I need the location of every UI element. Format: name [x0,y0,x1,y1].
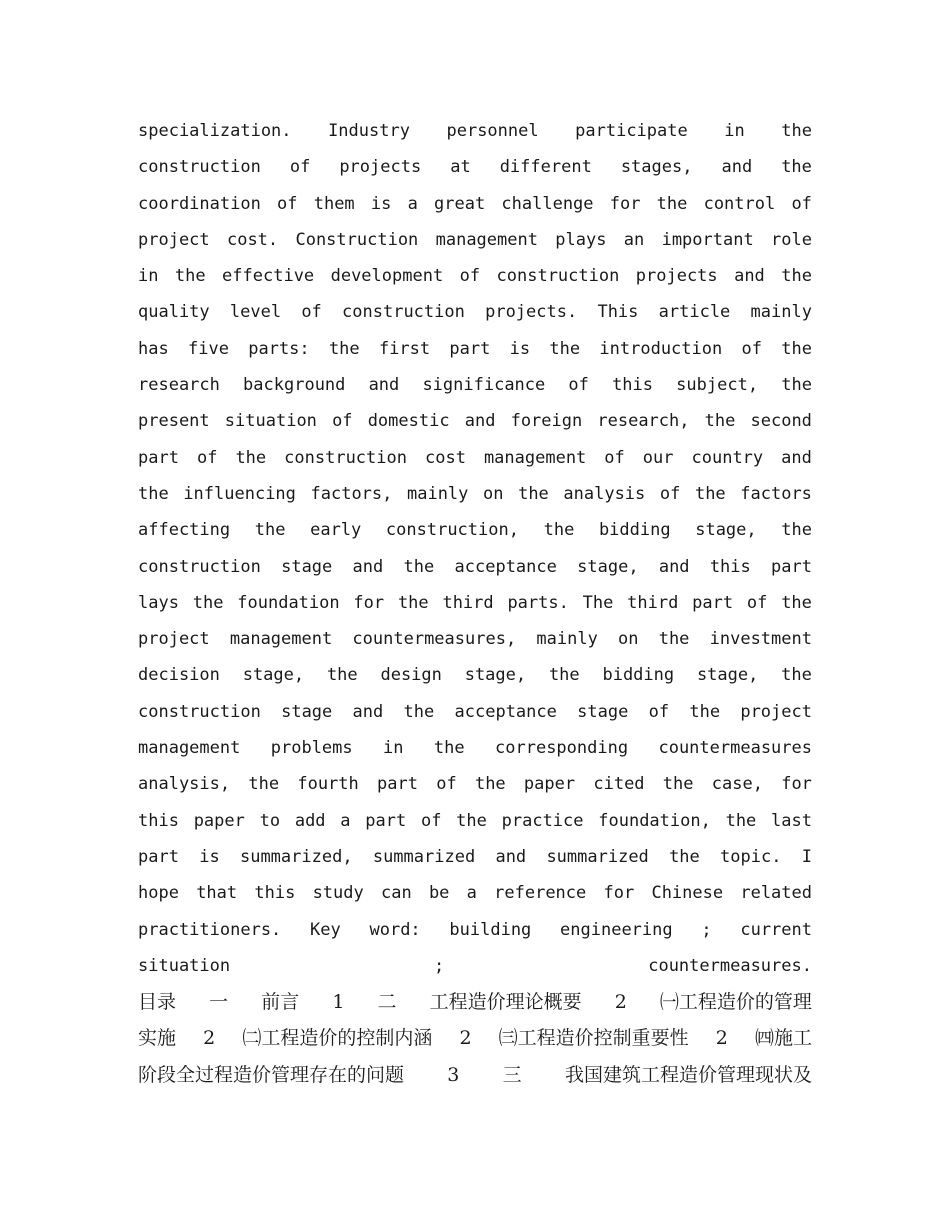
text-line [138,149,812,185]
text-line [138,1057,812,1093]
word: acceptance [454,701,557,722]
word: of [420,810,442,831]
word: challenge [501,193,594,214]
word: specialization. [138,121,292,141]
text-line [138,367,812,403]
text-line [138,331,812,367]
word: part [692,592,734,613]
word: analysis, [138,774,231,795]
word: an [623,229,645,250]
word: 阶段全过程造价管理存在的问题 [138,1063,405,1086]
word: countermeasures. [648,955,812,976]
word: the [397,592,429,613]
word: participate [575,121,688,141]
word: construction [342,302,465,323]
word: summarized [546,846,649,867]
word: Industry [328,121,410,141]
word: great [434,193,486,214]
text-line [138,549,812,585]
word: different [499,157,592,178]
word: stage, [464,665,527,686]
word: Construction [295,229,419,250]
word: word: [369,919,421,940]
word: construction [284,447,407,468]
word: related [740,883,812,904]
word: the [235,447,267,468]
word: in [724,121,745,141]
word: has [138,338,169,359]
word: at [450,157,471,178]
word: and [721,157,753,178]
word: the [456,810,487,831]
word: study [312,883,364,904]
word: the [403,701,435,722]
word: plays [555,229,607,250]
word: project [138,229,210,250]
word: projects [339,157,422,178]
text-line [138,621,812,657]
word: second [750,411,812,432]
word: foundation, [598,810,711,831]
word: research, [597,411,690,432]
word: a [466,883,477,904]
word: project [138,629,210,650]
word: is [370,193,392,214]
word: countermeasures [658,738,812,759]
word: the [781,520,812,541]
word: domestic [367,411,450,432]
word: stage [577,701,629,722]
word: and [734,266,765,287]
word: the [781,121,812,141]
word: project [740,701,812,722]
word: construction [138,157,261,178]
word: this [254,883,296,904]
word: for [603,883,635,904]
text-line [138,694,812,730]
word: the [192,592,224,613]
word: the [694,483,726,504]
text-line [138,1020,812,1056]
word: cited [593,774,645,795]
word: foundation [237,592,340,613]
word: and [658,556,690,577]
word: and [368,375,400,396]
word: early [310,520,362,541]
word: a [407,193,418,214]
word: of [648,701,670,722]
word: case, [711,774,763,795]
word: ㈡工程造价的控制内涵 [242,1027,433,1050]
word: last [771,810,812,831]
word: 目录 [138,991,177,1014]
word: subject, [676,375,759,396]
word: add [294,810,326,831]
word: cost [424,447,466,468]
word: this [612,375,654,396]
word: Key [310,919,341,940]
word: the [689,701,721,722]
word: of [436,774,457,795]
text-line [138,984,812,1020]
text-line [138,476,812,512]
word: corresponding [495,738,629,759]
word: effective [222,266,315,287]
word: 二 [377,991,397,1014]
text-line [138,512,812,548]
word: the [781,375,812,396]
word: of [459,266,481,287]
word: management [483,447,587,468]
word: cost. [226,229,279,250]
word: background [243,375,346,396]
word: third [442,592,494,613]
word: foreign [510,411,583,432]
word: I [801,846,812,867]
word: current [740,919,812,940]
word: country [691,447,764,468]
word: them [313,193,355,214]
word: lays [138,592,179,613]
word: be [428,883,450,904]
word: ; [701,919,712,940]
word: construction [138,701,261,722]
word: This [597,302,639,323]
word: the [543,520,575,541]
word: countermeasures, [352,629,517,650]
word: management [229,629,333,650]
word: for [609,193,641,214]
word: summarized, [239,846,353,867]
word: of [568,375,589,396]
word: situation [224,411,317,432]
word: third [627,592,679,613]
word: mainly [536,629,598,650]
word: acceptance [454,556,557,577]
text-line [138,258,812,294]
word: 2 [614,991,627,1014]
word: part [377,774,418,795]
word: this [138,810,179,831]
word: 1 [332,991,345,1014]
word: the [474,774,506,795]
word: ㈣施工 [754,1027,812,1050]
word: projects. [485,302,578,323]
word: the [518,483,549,504]
word: part [138,447,179,468]
word: significance [422,375,546,396]
word: of [791,193,812,214]
word: and [464,411,496,432]
word: 一 [209,991,229,1014]
word: personnel [446,121,539,141]
word: bidding [598,520,671,541]
word: stages, [620,157,693,178]
text-line [138,222,812,258]
word: stage, [695,520,757,541]
word: hope [138,883,179,904]
word: design [380,665,442,686]
word: five [188,338,229,359]
text-line [138,875,812,911]
word: the [326,665,358,686]
word: the [704,411,736,432]
word: research [138,375,220,396]
word: introduction [599,338,723,359]
word: in [138,266,159,287]
word: ; [434,955,445,976]
word: for [353,592,385,613]
word: to [259,810,281,831]
word: stage, [242,665,305,686]
word: the [403,556,435,577]
word: reference [494,883,587,904]
text-line [138,585,812,621]
word: factors [740,483,812,504]
word: Chinese [651,883,724,904]
word: and [352,701,384,722]
word: building [449,919,532,940]
word: first [378,338,431,359]
word: influencing [183,483,296,504]
word: development [330,266,444,287]
word: ㈢工程造价控制重要性 [498,1027,689,1050]
word: 前言 [261,991,300,1014]
word: the [781,338,812,359]
word: the [549,338,581,359]
word: and [781,447,812,468]
word: part [449,338,491,359]
word: this [709,556,751,577]
word: for [781,774,812,795]
text-line [138,730,812,766]
word: of [301,302,322,323]
word: ㈠工程造价的管理 [659,991,812,1014]
word: our [642,447,674,468]
word: summarized [372,846,476,867]
word: is [199,846,220,867]
word: bidding [602,665,675,686]
word: practitioners. [138,919,282,940]
word: investment [709,629,812,650]
word: the [781,266,812,287]
word: parts. [507,592,569,613]
word: the [781,665,812,686]
text-line [138,839,812,875]
word: the [781,157,812,178]
word: and [495,846,527,867]
word: quality [138,302,210,323]
word: the [174,266,206,287]
word: the [254,520,286,541]
word: 2 [203,1027,216,1050]
word: factors, [310,483,393,504]
word: the [548,665,580,686]
word: in [383,738,404,759]
word: part [138,846,179,867]
word: problems [270,738,353,759]
word: the [248,774,280,795]
text-line [138,294,812,330]
word: the [138,483,169,504]
word: of [746,592,768,613]
word: coordination [138,193,261,214]
word: and [352,556,384,577]
text-line [138,948,812,984]
word: construction [138,556,261,577]
text-line [138,657,812,693]
word: engineering [560,919,673,940]
word: the [725,810,757,831]
word: of [277,193,298,214]
word: the [781,592,812,613]
text-line [138,766,812,802]
word: the [662,774,694,795]
word: parts: [248,338,310,359]
word: projects [635,266,718,287]
word: management [435,229,538,250]
word: a [340,810,351,831]
word: role [771,229,812,250]
word: mainly [750,302,812,323]
word: situation [138,955,231,976]
word: on [618,629,639,650]
word: the [328,338,360,359]
word: 3 [447,1063,460,1086]
word: part [771,556,812,577]
word: of [196,447,218,468]
word: of [332,411,353,432]
text-line [138,403,812,439]
text-line [138,440,812,476]
word: construction [496,266,620,287]
word: mainly [406,483,469,504]
word: The [582,592,614,613]
word: 我国建筑工程造价管理现状及 [564,1063,812,1086]
word: decision [138,665,220,686]
word: construction, [385,520,519,541]
word: present [138,411,210,432]
word: level [229,302,282,323]
word: the [669,846,700,867]
word: is [509,338,531,359]
word: of [741,338,762,359]
word: stage, [696,665,759,686]
word: paper [523,774,576,795]
word: of [289,157,311,178]
document-body [138,113,812,1093]
word: stage [281,701,333,722]
word: that [196,883,238,904]
word: 三 [502,1063,522,1086]
word: 工程造价理论概要 [429,991,582,1014]
word: paper [193,810,245,831]
text-line [138,186,812,222]
word: the [658,629,690,650]
word: on [483,483,504,504]
word: control [703,193,776,214]
word: of [604,447,625,468]
word: analysis [563,483,646,504]
word: the [656,193,688,214]
word: article [658,302,731,323]
word: topic. [720,846,782,867]
word: affecting [138,520,231,541]
word: fourth [297,774,359,795]
word: of [659,483,681,504]
word: important [661,229,754,250]
text-line [138,113,812,149]
word: can [380,883,412,904]
text-line [138,803,812,839]
word: 2 [459,1027,472,1050]
text-line [138,912,812,948]
word: stage [281,556,333,577]
word: practice [501,810,584,831]
word: part [365,810,407,831]
word: stage, [577,556,639,577]
word: 2 [715,1027,728,1050]
word: management [138,738,241,759]
word: 实施 [138,1027,177,1050]
word: the [433,738,465,759]
